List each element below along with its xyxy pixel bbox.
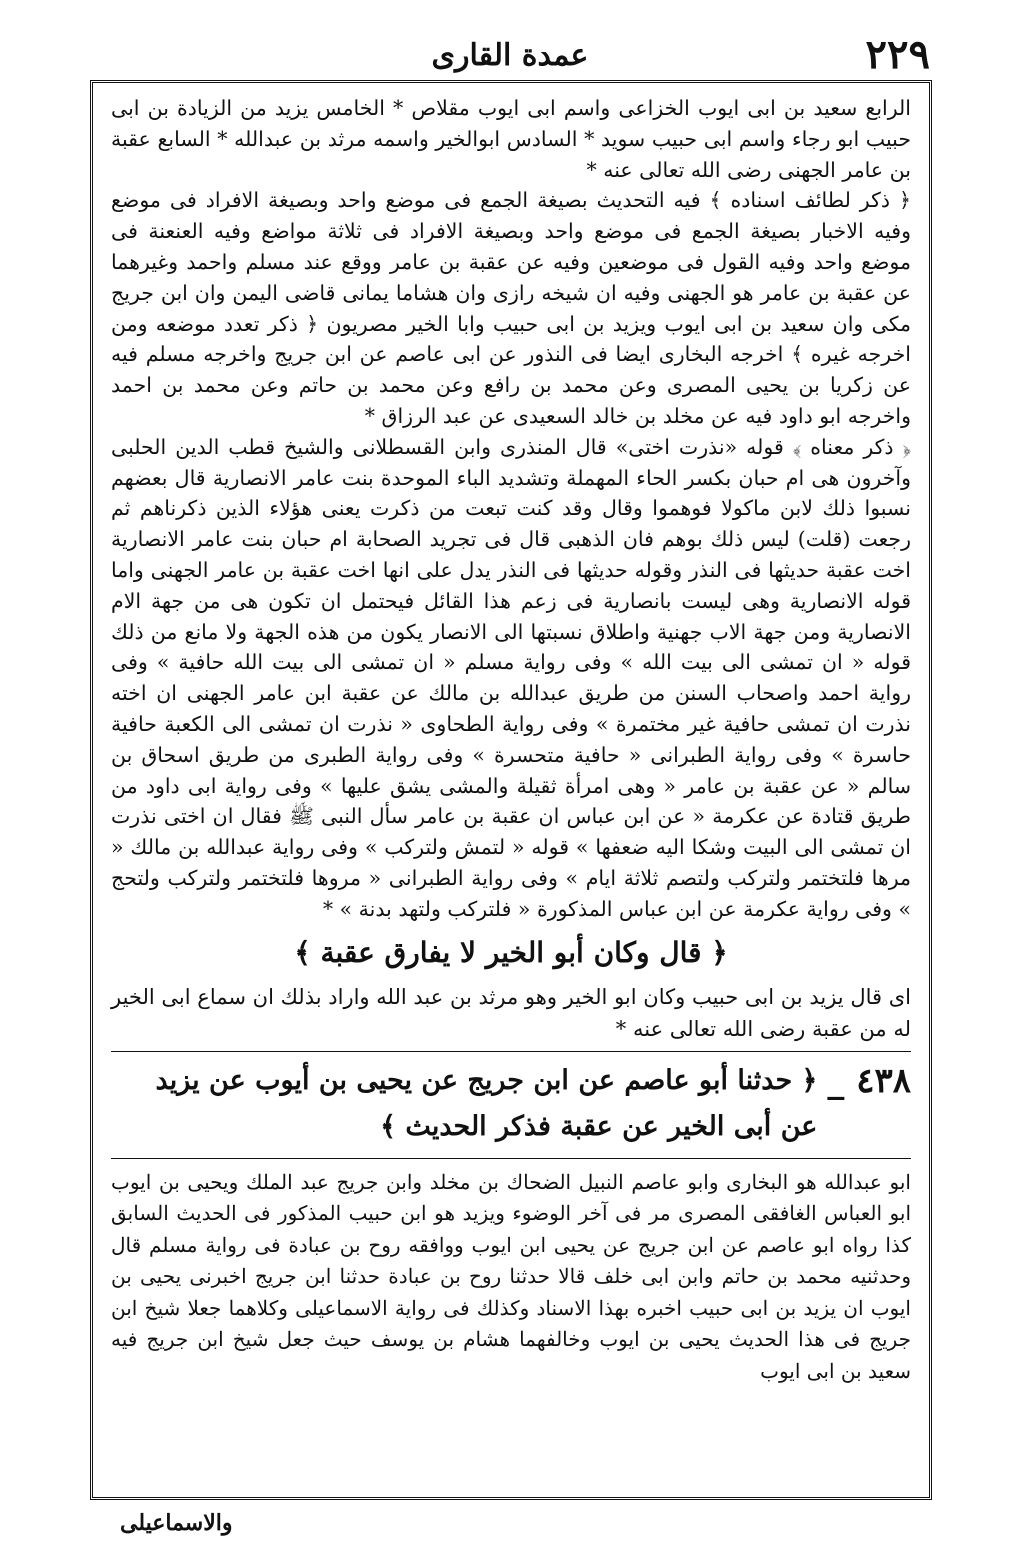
text-frame	[90, 80, 932, 1500]
page-number: ٢٢٩	[865, 31, 930, 78]
paragraph-isnad-subtleties: ﴿ ذكر لطائف اسناده ﴾ فيه التحديث بصيغة الجمع فى موضع واحد وبصيغة الافراد فى موضع وفيه الاخبار بصيغة الجمع فى موضع واحد وبصيغة الافراد فى ثلاثة مواضع وفيه العنعنة فى موضع واحد وفيه القول فى موضعين وفيه عن عقبة بن عامر ووقع عند مسلم واحمد وغيرهما عن عقبة بن عامر هو الجهنى وفيه ان شيخه رازى وان هشاما يمانى قاضى اليمن وان ابن جريج مكى وان سعيد بن ابى ايوب ويزيد بن ابى حبيب وابا الخير مصريون ﴿ ذكر تعدد موضعه ومن اخرجه غيره ﴾ اخرجه البخارى ايضا فى النذور عن ابى عاصم عن ابن جريج واخرجه مسلم فيه عن زكريا بن يحيى المصرى وعن محمد بن رافع وعن محمد بن حاتم وعن محمد بن احمد واخرجه ابو داود فيه عن مخلد بن خالد السعيدى عن عبد الرزاق *	[111, 188, 911, 428]
catchword: والاسماعيلى	[120, 1510, 233, 1536]
paragraph-narrators: الرابع سعيد بن ابى ايوب الخزاعى واسم ابى ايوب مقلاص * الخامس يزيد من الزيادة بن ابى حبيب ابو رجاء واسم ابى حبيب سويد * السادس ابوالخير واسمه مرثد بن عبدالله * السابع عقبة بن عامر الجهنى رضى الله تعالى عنه *	[111, 96, 911, 182]
hadith-block	[111, 1051, 911, 1159]
hadith-text: ﴿ حدثنا أبو عاصم عن ابن جريج عن يحيى بن أيوب عن يزيد عن أبى الخير عن عقبة فذكر الحديث ﴾	[155, 1064, 818, 1142]
section-heading: ﴿ قال وكان أبو الخير لا يفارق عقبة ﴾	[294, 935, 728, 969]
hadith-number: ٤٣٨ _	[827, 1060, 911, 1101]
running-title: عمدة القارى	[431, 38, 589, 73]
page-header	[90, 30, 930, 80]
heading-explanation: اى قال يزيد بن ابى حبيب وكان ابو الخير وهو مرثد بن عبد الله واراد بذلك ان سماع ابى الخير له من عقبة رضى الله تعالى عنه *	[111, 984, 911, 1041]
commentary-paragraph: ابو عبدالله هو البخارى وابو عاصم النبيل الضحاك بن مخلد وابن جريج عبد الملك ويحيى بن ايوب ابو العباس الغافقى المصرى مر فى آخر الوضوء ويزيد هو ابن حبيب المذكور فى الحديث السابق كذا رواه ابو عاصم عن ابن جريج عن يحيى ابن ايوب ووافقه روح بن عبادة فى رواية مسلم قال وحدثنيه محمد بن حاتم وابن ابى خلف قالا حدثنا روح بن عبادة حدثنا ابن جريج اخبرنى يحيى بن ايوب ان يزيد بن ابى حبيب اخبره بهذا الاسناد وكذلك فى رواية الاسماعيلى وكلاهما جعلا شيخ ابن جريج فى هذا الحديث يحيى بن ايوب وخالفهما هشام بن يوسف حيث جعل شيخ ابن جريج فيه سعيد بن ابى ايوب	[111, 1169, 911, 1383]
paragraph-meaning: ﴿ ذكر معناه ﴾ قوله «نذرت اختى» قال المنذرى وابن القسطلانى والشيخ قطب الدين الحلبى وآخرون هى ام حبان بكسر الحاء المهملة وتشديد الباء الموحدة بنت عامر الانصارية قال بعضهم نسبوا ذلك لابن ماكولا فوهموا وقال وقد كنت تبعت من ذكرت يعنى هؤلاء الذين ذكرناهم ثم رجعت (قلت) ليس ذلك بوهم فان الذهبى قال فى تجريد الصحابة ام حبان بنت عامر الانصارية اخت عقبة حديثها فى النذر وقوله حديثها فى النذر يدل على انها اخت عقبة بن عامر الجهنى واما قوله الانصارية وهى ليست بانصارية فى زعم هذا القائل فيحتمل ان تكون هى من جهة الام الانصارية ومن جهة الاب جهنية واطلاق نسبتها الى الانصار يكون من هذه الجهة ولا مانع من ذلك قوله « ان تمشى الى بيت الله » وفى رواية مسلم « ان تمشى الى بيت الله حافية » وفى رواية احمد واصحاب السنن من طريق عبدالله بن مالك عن عقبة ابن عامر الجهنى ان اخته نذرت ان تمشى حافية غير مختمرة » وفى رواية الطحاوى « نذرت ان تمشى الى الكعبة حافية حاسرة » وفى رواية الطبرانى « حافية متحسرة » وفى رواية الطبرى من طريق اسحاق بن سالم « عن عقبة بن عامر « وهى امرأة ثقيلة والمشى يشق عليها » وفى رواية ابى داود من طريق قتادة عن عكرمة « عن ابن عباس ان عقبة بن عامر سأل النبى ﷺ فقال ان اختى نذرت ان تمشى الى البيت وشكا اليه ضعفها » قوله « لتمش ولتركب » وفى رواية عبدالله بن مالك « مرها فلتختمر ولتركب ولتصم ثلاثة ايام » وفى رواية الطبرانى « مروها فلتختمر ولتركب ولتحج » وفى رواية عكرمة عن ابن عباس المذكورة « فلتركب ولتهد بدنة » *	[111, 434, 911, 921]
